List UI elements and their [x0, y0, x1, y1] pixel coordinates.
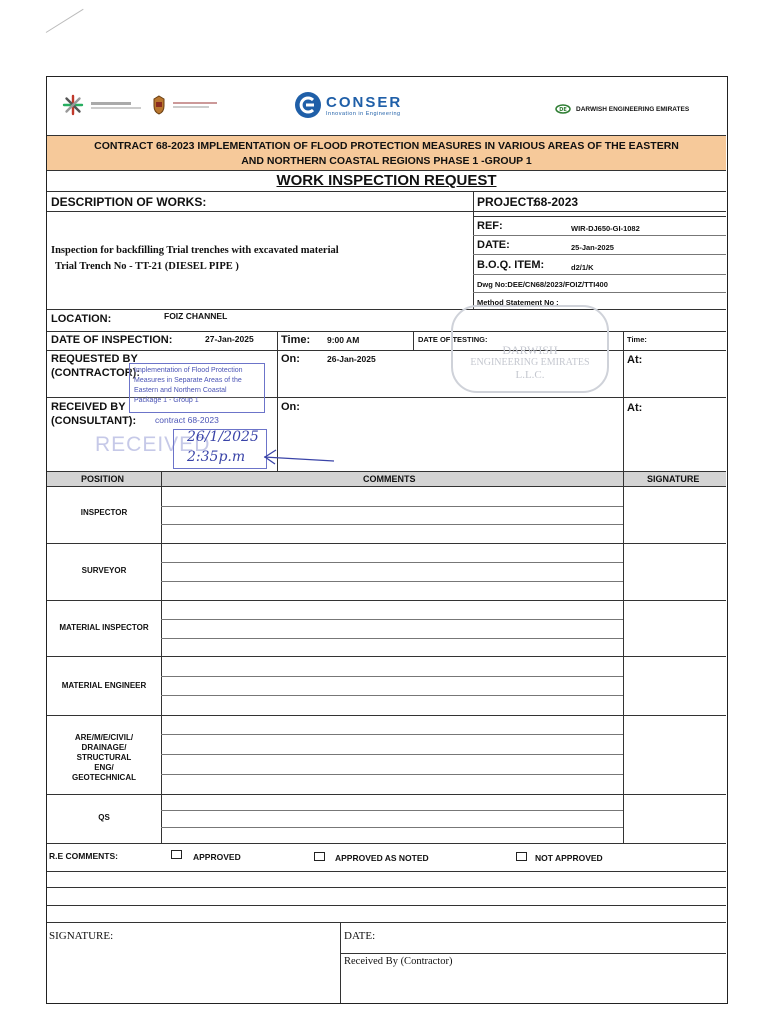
rule: [47, 871, 726, 872]
comment-line: [161, 734, 623, 735]
received-consultant-label: (CONSULTANT):: [51, 415, 137, 427]
rule: [47, 715, 726, 716]
location-value: FOIZ CHANNEL: [164, 311, 228, 321]
inspection-time-value: 9:00 AM: [327, 335, 360, 345]
signature-column-header: SIGNATURE: [647, 474, 700, 484]
rule: [473, 292, 726, 293]
form-title: WORK INSPECTION REQUEST: [276, 172, 497, 189]
dwg-number: Dwg No:DEE/CN68/2023/FOIZ/TTI400: [477, 280, 608, 289]
stamp-project-box: Implementation of Flood Protection Measures in Separate Areas of the Eastern and Northern Coastal Package 1 - Group 1: [129, 363, 265, 413]
testing-date-label: DATE OF TESTING:: [418, 335, 488, 344]
rule: [47, 543, 726, 544]
requested-at-label: At:: [627, 354, 643, 366]
stamp-contract: contract 68-2023: [155, 415, 219, 425]
received-at-label: At:: [627, 402, 643, 414]
not-approved-label: NOT APPROVED: [535, 853, 603, 863]
rule: [47, 794, 726, 795]
comment-line: [161, 695, 623, 696]
not-approved-checkbox[interactable]: [516, 852, 527, 861]
requested-contractor-label: (CONTRACTOR):: [51, 367, 141, 379]
description-line-2: Trial Trench No - TT-21 (DIESEL PIPE ): [55, 261, 239, 272]
conser-name: CONSER: [326, 93, 403, 111]
rule: [47, 656, 726, 657]
inspection-time-label: Time:: [281, 334, 311, 346]
approved-as-noted-checkbox[interactable]: [314, 852, 325, 861]
rule: [473, 254, 726, 255]
rule: [473, 235, 726, 236]
comment-line: [161, 581, 623, 582]
rule: [47, 309, 726, 310]
position-inspector: INSPECTOR: [80, 508, 128, 517]
rule: [623, 331, 624, 471]
project-value: 68-2023: [534, 195, 579, 209]
star-emblem-icon: [61, 93, 85, 117]
requested-by-label: REQUESTED BY: [51, 353, 138, 365]
re-comments-label: R.E COMMENTS:: [49, 851, 118, 861]
rule: [47, 905, 726, 906]
contract-line-2: AND NORTHERN COASTAL REGIONS PHASE 1 -GROUP 1: [241, 155, 532, 167]
position-qs: QS: [98, 813, 110, 822]
rule: [47, 211, 726, 212]
description-line-1: Inspection for backfilling Trial trenches with excavated material: [51, 245, 339, 256]
conser-c-icon: [294, 91, 322, 119]
handwritten-date: 26/1/2025: [187, 429, 259, 445]
comments-column-header: COMMENTS: [363, 474, 416, 484]
rule: [623, 471, 624, 843]
rule: [47, 350, 726, 351]
rule: [47, 600, 726, 601]
inspection-date-label: DATE OF INSPECTION:: [51, 334, 173, 346]
contract-line-1: CONTRACT 68-2023 IMPLEMENTATION OF FLOOD PROTECTION MEASURES IN VARIOUS AREAS OF THE EASTERN: [94, 140, 679, 152]
contract-banner: [47, 135, 726, 171]
position-material-inspector: MATERIAL INSPECTOR: [59, 623, 149, 632]
rule: [47, 843, 726, 844]
project-label: PROJECT:: [477, 195, 537, 209]
stamp-darwish-line-1: DARWISH: [502, 343, 558, 357]
method-statement: Method Statement No :: [477, 298, 559, 307]
location-label: LOCATION:: [51, 313, 112, 325]
position-are-engineers: ARE/M/E/CIVIL/ DRAINAGE/ STRUCTURAL ENG/ GEOTECHNICAL: [72, 733, 136, 782]
stamp-received-word: RECEIVED: [95, 433, 211, 456]
date-value: 25-Jan-2025: [571, 243, 614, 252]
approved-as-noted-label: APPROVED AS NOTED: [335, 853, 429, 863]
comment-line: [161, 562, 623, 563]
rule: [47, 331, 726, 332]
comment-line: [161, 619, 623, 620]
boq-label: B.O.Q. ITEM:: [477, 259, 545, 271]
government-logo: [61, 93, 227, 117]
rule: [473, 274, 726, 275]
comment-line: [161, 506, 623, 507]
signature-label: SIGNATURE:: [49, 930, 114, 942]
rule: [161, 471, 162, 843]
darwish-mark-icon: [555, 104, 571, 114]
position-column-header: POSITION: [81, 474, 125, 484]
inspection-date-value: 27-Jan-2025: [205, 334, 254, 344]
received-by-contractor-label: Received By (Contractor): [344, 956, 453, 967]
received-stamp: [95, 363, 267, 469]
approved-checkbox[interactable]: [171, 850, 182, 859]
stamp-darwish-line-2: ENGINEERING EMIRATES: [470, 357, 590, 368]
rule: [340, 953, 726, 954]
received-by-label: RECEIVED BY: [51, 401, 126, 413]
testing-time-label: Time:: [627, 335, 647, 344]
rule: [47, 191, 726, 192]
position-material-engineer: MATERIAL ENGINEER: [61, 681, 147, 690]
rule: [473, 216, 726, 217]
description-label: DESCRIPTION OF WORKS:: [51, 195, 207, 209]
rule: [47, 922, 726, 923]
footer-date-label: DATE:: [344, 930, 376, 942]
position-table-header: [47, 471, 726, 487]
comment-line: [161, 827, 623, 828]
comment-line: [161, 774, 623, 775]
handwritten-time: 2:35p.m: [187, 449, 246, 465]
stamp-darwish-line-3: L.L.C.: [515, 369, 545, 381]
position-surveyor: SURVEYOR: [81, 566, 127, 575]
date-label: DATE:: [477, 239, 510, 251]
darwish-logo: [555, 104, 689, 114]
requested-on-value: 26-Jan-2025: [327, 354, 376, 364]
crest-icon: [151, 95, 167, 115]
ministry-text-icon: [173, 100, 227, 110]
comment-line: [161, 754, 623, 755]
ref-label: REF:: [477, 220, 503, 232]
rule: [340, 922, 341, 1003]
requested-on-label: On:: [281, 353, 300, 365]
approved-label: APPROVED: [193, 852, 241, 862]
boq-value: d2/1/K: [571, 263, 594, 272]
handwritten-arrow-icon: [262, 447, 336, 467]
comment-line: [161, 810, 623, 811]
comment-line: [161, 524, 623, 525]
comment-line: [161, 676, 623, 677]
darwish-stamp: [451, 305, 609, 393]
svg-text:DE: DE: [559, 107, 567, 113]
received-on-label: On:: [281, 401, 300, 413]
darwish-name: DARWISH ENGINEERING EMIRATES: [576, 105, 690, 113]
rule: [47, 887, 726, 888]
rule: [413, 331, 414, 350]
inspection-form: [46, 76, 728, 1004]
scan-mark: [46, 9, 84, 33]
government-text-icon: [91, 100, 145, 111]
ref-value: WIR-DJ650-GI-1082: [571, 224, 640, 233]
comment-line: [161, 638, 623, 639]
conser-tagline: Innovation in Engineering: [326, 110, 401, 117]
conser-logo: [294, 91, 402, 119]
